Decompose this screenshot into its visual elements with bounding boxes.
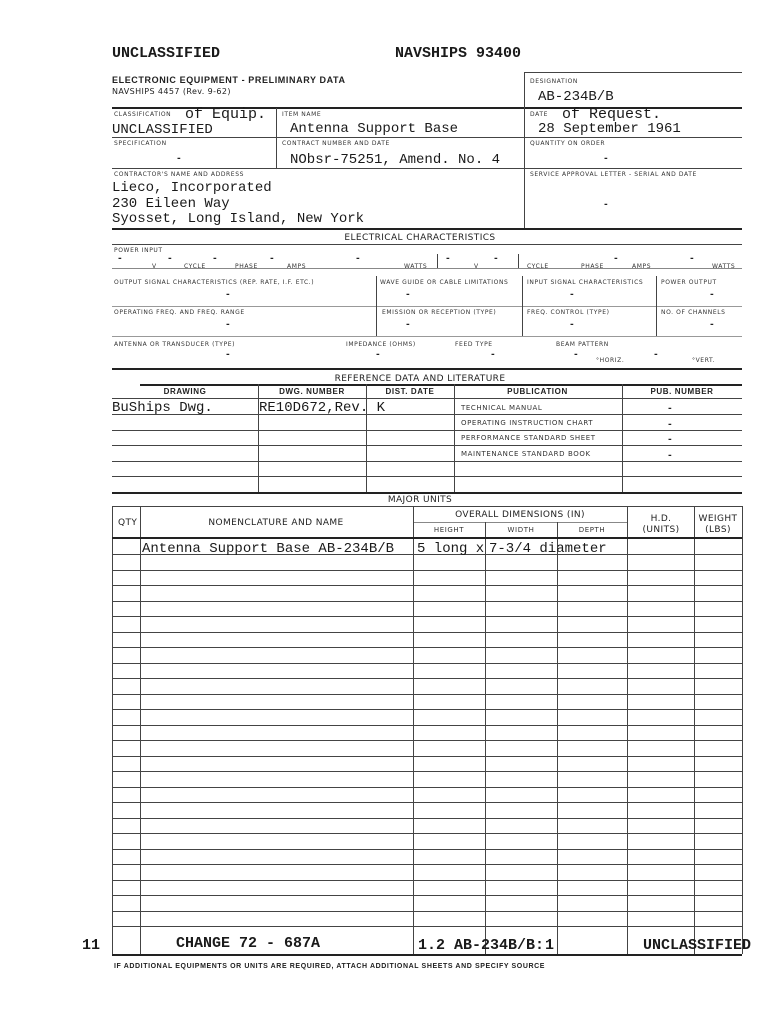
input-signal-label: INPUT SIGNAL CHARACTERISTICS [527, 279, 644, 286]
col-qty: QTY [118, 518, 138, 528]
beam-pattern-label: BEAM PATTERN [556, 341, 609, 348]
phase-label: PHASE [235, 263, 258, 270]
drawing-1: BuShips Dwg. [112, 400, 213, 416]
watts2-label: WATTS [712, 263, 736, 270]
date-value: 28 September 1961 [538, 121, 681, 137]
vert-label: °VERT. [692, 357, 716, 364]
phase2-label: PHASE [581, 263, 604, 270]
col-pub-number: PUB. NUMBER [650, 387, 714, 396]
classification-value: UNCLASSIFIED [112, 122, 213, 138]
power-input-label: POWER INPUT [114, 247, 163, 254]
date-handwritten: of Request. [562, 106, 662, 123]
cycle-label: CYCLE [184, 263, 206, 270]
volts-label: V [152, 263, 157, 270]
service-approval-label: SERVICE APPROVAL LETTER - SERIAL AND DATE [530, 171, 697, 178]
beam-horiz-value: - [574, 350, 578, 360]
dwg-number-1: RE10D672,Rev. K [259, 400, 386, 416]
power2-amps-value: - [690, 254, 694, 264]
unit-1-width: 7-3/4 diameter [489, 541, 607, 557]
power-output-value: - [710, 290, 714, 300]
power-output-label: POWER OUTPUT [661, 279, 717, 286]
volts2-label: V [474, 263, 479, 270]
electrical-heading: ELECTRICAL CHARACTERISTICS [344, 233, 496, 243]
unit-1-name: Antenna Support Base AB-234B/B [142, 541, 395, 557]
emission-value: - [406, 320, 410, 330]
col-dist-date: DIST. DATE [385, 387, 435, 396]
power-amps-value: - [270, 254, 274, 264]
antenna-value: - [226, 350, 230, 360]
freq-control-label: FREQ. CONTROL (TYPE) [527, 309, 610, 316]
col-hd: H.D. [650, 514, 672, 524]
waveguide-label: WAVE GUIDE OR CABLE LIMITATIONS [380, 279, 509, 286]
power-phase-value: - [213, 254, 217, 264]
channels-label: NO. OF CHANNELS [661, 309, 726, 316]
watts-label: WATTS [404, 263, 428, 270]
horiz-label: °HORIZ. [596, 357, 625, 364]
beam-vert-value: - [654, 350, 658, 360]
power-watts-value: - [356, 254, 360, 264]
classification-bottom: UNCLASSIFIED [643, 937, 752, 954]
freq-control-value: - [570, 320, 574, 330]
col-nomenclature: NOMENCLATURE AND NAME [208, 518, 344, 528]
feed-type-value: - [491, 350, 495, 360]
classification-top: UNCLASSIFIED [112, 45, 221, 62]
pub-operating-chart: OPERATING INSTRUCTION CHART [461, 419, 594, 427]
col-drawing: DRAWING [163, 387, 207, 396]
pub-maintenance-book: MAINTENANCE STANDARD BOOK [461, 450, 591, 458]
contractor-line2: 230 Eileen Way [112, 196, 230, 212]
service-approval-value: - [604, 200, 608, 210]
pub-number-4: - [668, 451, 672, 461]
quantity-label: QUANTITY ON ORDER [530, 140, 606, 147]
antenna-label: ANTENNA OR TRANSDUCER (TYPE) [114, 341, 236, 348]
power-volts-value: - [118, 254, 122, 264]
contractor-label: CONTRACTOR'S NAME AND ADDRESS [114, 171, 245, 178]
change-number: CHANGE 72 - 687A [176, 935, 321, 952]
emission-label: EMISSION OR RECEPTION (TYPE) [382, 309, 497, 316]
item-name-value: Antenna Support Base [290, 121, 459, 137]
power2-cycle-value: - [494, 254, 498, 264]
amps-label: AMPS [287, 263, 307, 270]
col-hd-units: (UNITS) [642, 525, 680, 535]
power-cycle-value: - [168, 254, 172, 264]
major-units-heading: MAJOR UNITS [387, 495, 453, 505]
waveguide-value: - [406, 290, 410, 300]
col-overall-dimensions: OVERALL DIMENSIONS (IN) [455, 510, 585, 520]
output-signal-value: - [226, 290, 230, 300]
classification-handwritten: of Equip. [185, 106, 267, 123]
impedance-value: - [376, 350, 380, 360]
pub-number-1: - [668, 404, 672, 414]
contract-value: NObsr-75251, Amend. No. 4 [290, 152, 501, 168]
input-signal-value: - [570, 290, 574, 300]
pub-number-2: - [668, 420, 672, 430]
unit-1-height: 5 long x [417, 541, 485, 557]
contract-label: CONTRACT NUMBER AND DATE [282, 140, 390, 147]
navships-number: NAVSHIPS 93400 [395, 45, 522, 62]
classification-label: CLASSIFICATION [114, 111, 172, 118]
op-freq-value: - [226, 320, 230, 330]
date-label: DATE [530, 111, 549, 118]
item-name-label: ITEM NAME [282, 111, 322, 118]
specification-label: SPECIFICATION [114, 140, 167, 147]
power2-volts-value: - [446, 254, 450, 264]
col-dwg-number: DWG. NUMBER [279, 387, 345, 396]
contractor-line1: Lieco, Incorporated [112, 180, 272, 196]
form-number: NAVSHIPS 4457 (Rev. 9-62) [112, 87, 231, 96]
col-depth: DEPTH [578, 526, 606, 534]
pub-technical-manual: TECHNICAL MANUAL [461, 404, 543, 412]
col-weight-units: (LBS) [705, 525, 731, 535]
pub-performance-sheet: PERFORMANCE STANDARD SHEET [461, 434, 596, 442]
contractor-line3: Syosset, Long Island, New York [112, 211, 365, 227]
cycle2-label: CYCLE [527, 263, 549, 270]
page-number: 11 [82, 937, 101, 954]
page-reference: 1.2 AB-234B/B: [418, 937, 545, 954]
amps2-label: AMPS [632, 263, 652, 270]
form-title: ELECTRONIC EQUIPMENT - PRELIMINARY DATA [112, 75, 346, 85]
col-height: HEIGHT [433, 526, 465, 534]
designation-label: DESIGNATION [530, 78, 579, 85]
quantity-value: - [604, 154, 608, 164]
page-count: 1 [545, 937, 555, 954]
pub-number-3: - [668, 435, 672, 445]
reference-heading: REFERENCE DATA AND LITERATURE [334, 374, 506, 384]
output-signal-label: OUTPUT SIGNAL CHARACTERISTICS (REP. RATE, I.F. ETC.) [114, 279, 315, 286]
impedance-label: IMPEDANCE (OHMS) [346, 341, 416, 348]
op-freq-label: OPERATING FREQ. AND FREQ. RANGE [114, 309, 245, 316]
specification-value: - [177, 154, 181, 164]
col-publication: PUBLICATION [507, 387, 568, 396]
footer-note: IF ADDITIONAL EQUIPMENTS OR UNITS ARE REQUIRED, ATTACH ADDITIONAL SHEETS AND SPECIFY SOURCE [114, 963, 546, 970]
power2-phase-value: - [614, 254, 618, 264]
col-weight: WEIGHT [698, 514, 738, 524]
channels-value: - [710, 320, 714, 330]
designation-value: AB-234B/B [538, 89, 614, 105]
feed-type-label: FEED TYPE [455, 341, 493, 348]
col-width: WIDTH [507, 526, 535, 534]
